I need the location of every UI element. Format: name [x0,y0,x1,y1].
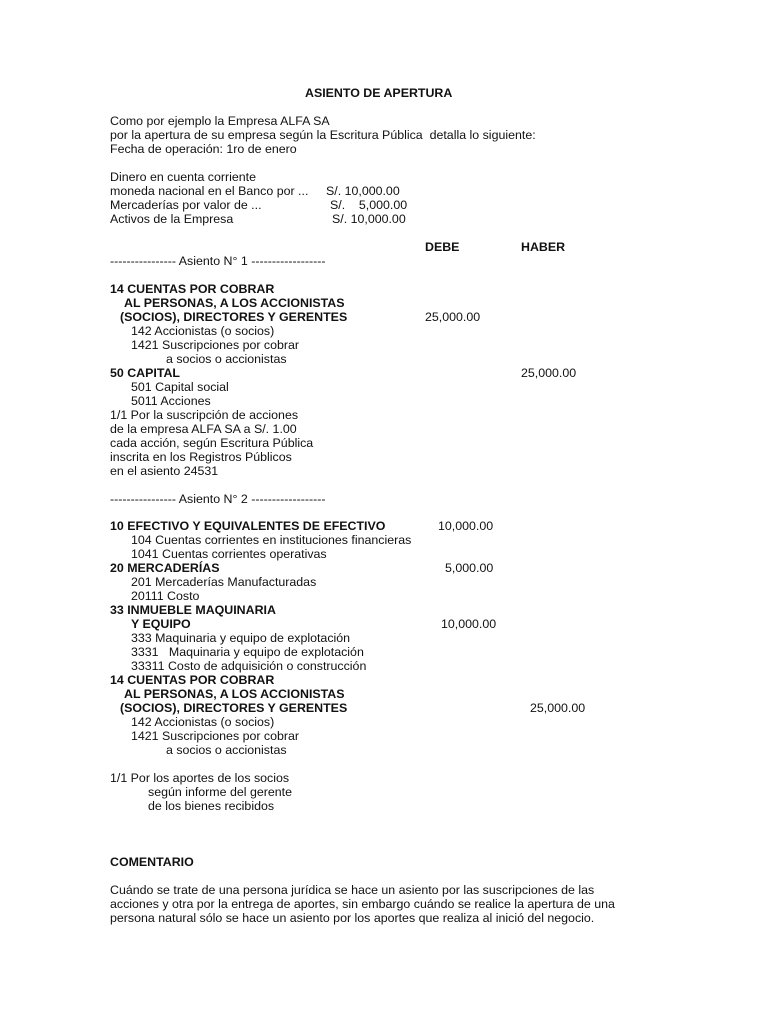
intro-line-2: por la apertura de su empresa según la Escritura Pública detalla lo siguiente: [110,128,536,142]
asiento-2-separator: ---------------- Asiento N° 2 ------------------ [110,492,326,506]
a2-subaccount-333: 333 Maquinaria y equipo de explotación [131,631,351,645]
column-header-haber: HABER [521,240,566,254]
assets-line-4-value: S/. 10,000.00 [332,212,406,226]
column-header-debe: DEBE [425,240,460,254]
a2-account-14-haber: 25,000.00 [530,701,586,715]
a1-gloss-line-2: de la empresa ALFA SA a S/. 1.00 [110,422,297,436]
page-title: ASIENTO DE APERTURA [305,86,453,100]
a1-account-14-line-1: 14 CUENTAS POR COBRAR [110,282,275,296]
a2-account-14-line-3: (SOCIOS), DIRECTORES Y GERENTES [120,701,348,715]
a1-gloss-line-3: cada acción, según Escritura Pública [110,436,314,450]
a2-subaccount-33311: 33311 Costo de adquisición o construcción [131,659,367,673]
a2-account-20-debe: 5,000.00 [445,561,494,575]
comment-line-1: Cuándo se trate de una persona jurídica se hace un asiento por las suscripciones de las [110,883,595,897]
a1-subaccount-1421-line-2: a socios o accionistas [166,352,287,366]
comment-line-2: acciones y otra por la entrega de aportes, sin embargo cuándo se realice la apertura de una [110,897,615,911]
a2-account-33-line-1: 33 INMUEBLE MAQUINARIA [110,603,276,617]
a2-subaccount-3331: 3331 Maquinaria y equipo de explotación [131,645,364,659]
comment-line-3: persona natural sólo se hace un asiento por los aportes que realiza al inició del negocio. [110,911,595,925]
assets-line-1: Dinero en cuenta corriente [110,170,257,184]
a2-account-10: 10 EFECTIVO Y EQUIVALENTES DE EFECTIVO [110,519,386,533]
assets-line-3-label: Mercaderías por valor de ... [110,198,262,212]
a1-gloss-line-5: en el asiento 24531 [110,464,219,478]
a2-subaccount-104: 104 Cuentas corrientes en instituciones financieras [131,533,412,547]
a2-account-33-debe: 10,000.00 [441,617,497,631]
a1-account-14-line-3: (SOCIOS), DIRECTORES Y GERENTES [120,310,348,324]
a2-subaccount-1421-line-2: a socios o accionistas [166,743,287,757]
a2-gloss-line-1: 1/1 Por los aportes de los socios [110,771,290,785]
a2-gloss-line-3: de los bienes recibidos [148,799,275,813]
a2-subaccount-201: 201 Mercaderías Manufacturadas [131,575,317,589]
a2-subaccount-1421-line-1: 1421 Suscripciones por cobrar [131,729,300,743]
a1-account-14-debe: 25,000.00 [425,310,481,324]
intro-line-3: Fecha de operación: 1ro de enero [110,142,297,156]
a2-account-10-debe: 10,000.00 [438,519,494,533]
a1-subaccount-501: 501 Capital social [131,380,229,394]
a1-account-50: 50 CAPITAL [110,366,180,380]
intro-line-1: Como por ejemplo la Empresa ALFA SA [110,114,330,128]
a2-account-33-line-2: Y EQUIPO [131,617,191,631]
assets-line-2-label: moneda nacional en el Banco por ... [110,184,309,198]
a2-subaccount-20111: 20111 Costo [131,589,200,603]
a1-gloss-line-4: inscrita en los Registros Públicos [110,450,292,464]
a2-account-14-line-1: 14 CUENTAS POR COBRAR [110,673,275,687]
a2-account-20: 20 MERCADERÍAS [110,561,220,575]
a2-subaccount-142: 142 Accionistas (o socios) [131,715,275,729]
assets-line-4-label: Activos de la Empresa [110,212,234,226]
asiento-1-separator: ---------------- Asiento N° 1 ------------------ [110,254,326,268]
a1-subaccount-142: 142 Accionistas (o socios) [131,324,275,338]
a1-account-50-haber: 25,000.00 [521,366,577,380]
a2-gloss-line-2: según informe del gerente [148,785,292,799]
assets-line-3-value: S/. 5,000.00 [330,198,408,212]
a1-subaccount-1421-line-1: 1421 Suscripciones por cobrar [131,338,300,352]
a1-gloss-line-1: 1/1 Por la suscripción de acciones [110,408,299,422]
a1-subaccount-5011: 5011 Acciones [131,394,211,408]
a2-account-14-line-2: AL PERSONAS, A LOS ACCIONISTAS [124,687,345,701]
assets-line-2-value: S/. 10,000.00 [326,184,400,198]
a2-subaccount-1041: 1041 Cuentas corrientes operativas [131,547,327,561]
a1-account-14-line-2: AL PERSONAS, A LOS ACCIONISTAS [124,296,345,310]
comment-heading: COMENTARIO [110,855,194,869]
